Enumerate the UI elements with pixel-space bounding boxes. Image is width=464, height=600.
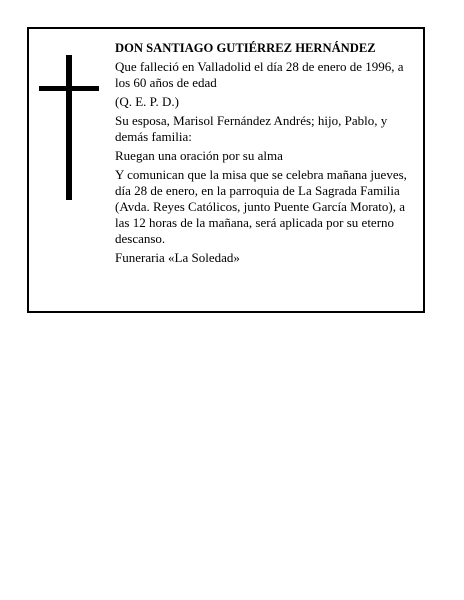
notice-text bbox=[115, 40, 415, 269]
mass-details: Y comunican que la misa que se celebra mañana jueves, día 28 de enero, en la parroquia de La Sagrada Familia (Avda. Reyes Católicos, junto Puente García Morato), a las 12 horas de la mañana, será aplicada por su eterno descanso. bbox=[115, 167, 407, 246]
cross-horizontal-bar bbox=[39, 86, 99, 91]
funeral-home: Funeraria «La Soledad» bbox=[115, 250, 240, 265]
death-details: Que falleció en Valladolid el día 28 de enero de 1996, a los 60 años de edad bbox=[115, 59, 404, 90]
death-notice bbox=[27, 27, 425, 313]
family-text: Su esposa, Marisol Fernández Andrés; hijo, Pablo, y demás familia: bbox=[115, 113, 388, 144]
prayer-text: Ruegan una oración por su alma bbox=[115, 148, 283, 163]
cross-vertical-bar bbox=[66, 55, 72, 200]
cross-icon bbox=[39, 55, 99, 200]
rip-text: (Q. E. P. D.) bbox=[115, 94, 179, 109]
deceased-name: DON SANTIAGO GUTIÉRREZ HERNÁNDEZ bbox=[115, 41, 376, 55]
